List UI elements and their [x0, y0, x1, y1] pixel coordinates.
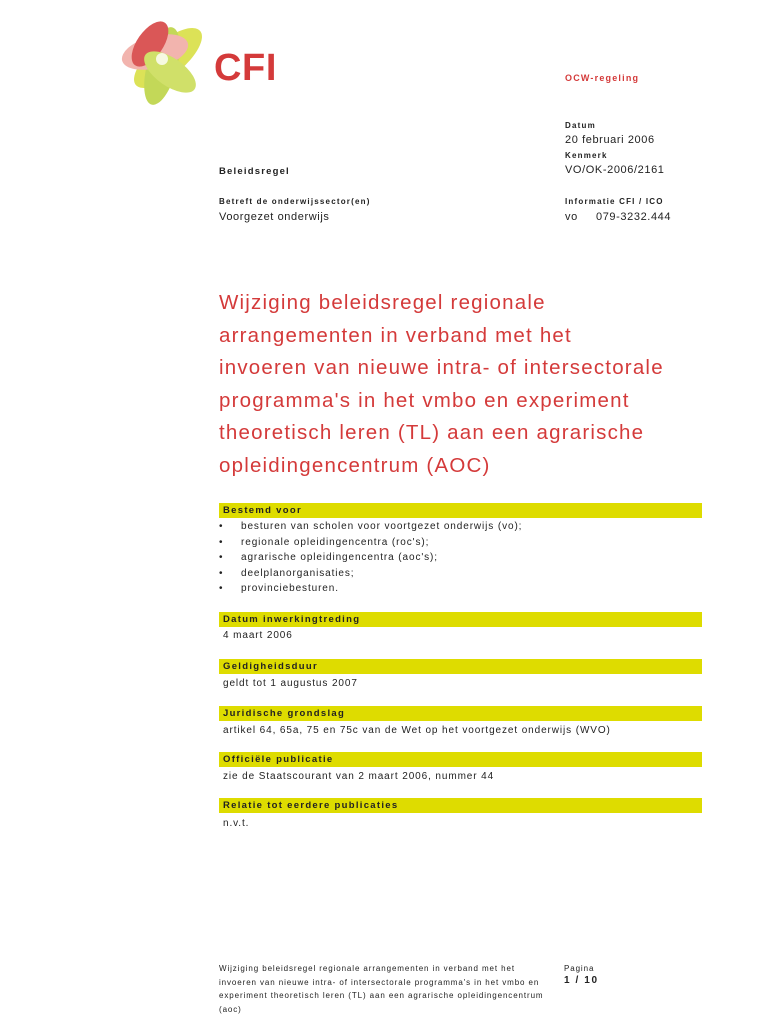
list-item: • regionale opleidingencentra (roc's);: [219, 536, 430, 548]
list-item: • besturen van scholen voor voortgezet onderwijs (vo);: [219, 521, 523, 532]
info-prefix: vo: [565, 211, 578, 223]
kenmerk-value: VO/OK-2006/2161: [565, 164, 665, 176]
cfi-logo-mark: [110, 14, 310, 114]
svg-text:CFI: CFI: [214, 47, 278, 89]
bestemd-list: [219, 519, 522, 597]
cfi-logo: [110, 14, 310, 114]
datum-value: 20 februari 2006: [565, 134, 655, 146]
section-heading-grondslag: Juridische grondslag: [219, 706, 702, 721]
section-heading-inwerking: Datum inwerkingtreding: [219, 612, 702, 627]
sector-label: Betreft de onderwijssector(en): [219, 197, 371, 206]
info-phone: 079-3232.444: [596, 211, 672, 223]
sector-value: Voorgezet onderwijs: [219, 211, 330, 223]
datum-label: Datum: [565, 121, 596, 130]
list-item: • deelplanorganisaties;: [219, 567, 355, 579]
geldigheid-text: geldt tot 1 augustus 2007: [223, 678, 358, 689]
section-heading-bestemd: Bestemd voor: [219, 503, 702, 518]
grondslag-text: artikel 64, 65a, 75 en 75c van de Wet op het voortgezet onderwijs (WVO): [223, 725, 611, 736]
list-item: • provinciebesturen.: [219, 583, 339, 594]
pagina-value: 1 / 10: [564, 975, 599, 986]
regeling-label: OCW-regeling: [565, 73, 640, 83]
title-line: Wijziging beleidsregel regionale: [219, 291, 546, 314]
title-line: programma's in het vmbo en experiment: [219, 388, 630, 412]
document-title: [219, 287, 739, 482]
title-line: opleidingencentrum (AOC): [219, 453, 491, 477]
section-heading-publicatie: Officiële publicatie: [219, 752, 702, 767]
footer-document-title: Wijziging beleidsregel regionale arrangementen in verband met het invoeren van nieuwe intra- of intersectorale programma's in het vmbo en experiment theoretisch leren (TL) aan een agrarische opleidingencentrum (aoc): [219, 964, 544, 1014]
publicatie-text: zie de Staatscourant van 2 maart 2006, nummer 44: [223, 771, 495, 782]
list-item: • agrarische opleidingencentra (aoc's);: [219, 552, 438, 563]
section-heading-geldigheid: Geldigheidsduur: [219, 659, 702, 674]
document-type: Beleidsregel: [219, 166, 290, 177]
title-line: theoretisch leren (TL) aan een agrarische: [219, 421, 645, 444]
pagina-label: Pagina: [564, 964, 595, 973]
section-heading-relatie: Relatie tot eerdere publicaties: [219, 798, 702, 813]
relatie-text: n.v.t.: [223, 818, 250, 829]
kenmerk-label: Kenmerk: [565, 151, 608, 160]
info-label: Informatie CFI / ICO: [565, 197, 664, 206]
inwerking-text: 4 maart 2006: [223, 630, 293, 641]
title-line: arrangementen in verband met het: [219, 323, 572, 347]
title-line: invoeren van nieuwe intra- of intersectorale: [219, 356, 664, 379]
